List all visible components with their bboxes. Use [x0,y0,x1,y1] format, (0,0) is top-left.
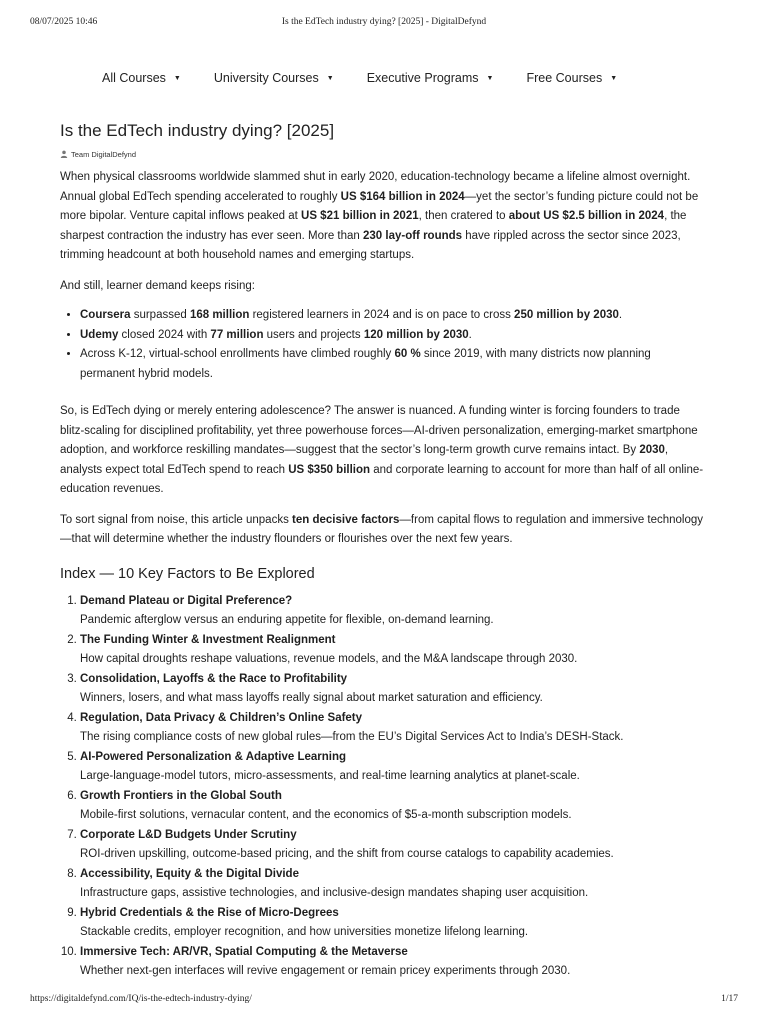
index-item-title[interactable]: 8. Accessibility, Equity & the Digital Divide [80,867,299,880]
index-item-desc: Infrastructure gaps, assistive technologies, and inclusive-design mandates shaping user acquisition. [80,887,589,899]
bold-text: about US $2.5 billion in 2024 [508,210,665,222]
index-item-title[interactable]: 10. Immersive Tech: AR/VR, Spatial Computing & the Metaverse [80,945,408,958]
list-item [80,345,706,384]
text: since 2019, with many districts now planning permanent hybrid models. [80,348,651,380]
text: and corporate learning to account for more than half of all online-education revenues. [60,463,704,495]
bold-text: ten decisive factors [292,513,400,526]
print-page-number: 1/17 [721,994,738,1004]
bold-text: 2030 [639,444,665,456]
bold-text: Udemy [80,328,119,341]
print-url: https://digitaldefynd.com/IQ/is-the-edtech-industry-dying/ [30,994,252,1004]
nav-label: University Courses [213,71,319,85]
index-item-desc: Winners, losers, and what mass layoffs really signal about market saturation and efficiency. [80,692,543,704]
nav-label: All Courses [102,71,166,85]
demand-list [60,306,706,384]
bold-text: 120 million by 2030 [363,328,469,341]
caret-down-icon: ▼ [173,74,181,82]
text: When physical classrooms worldwide slammed shut in early 2020, education-technology became a lifeline almost overnight. Annual global EdTech spending accelerated to roughly [60,171,691,203]
index-item [80,631,706,670]
index-item [80,709,706,748]
article-title: Is the EdTech industry dying? [2025] [60,121,335,140]
text: surpassed [130,309,190,321]
bold-text: US $164 billion in 2024 [340,190,465,203]
caret-down-icon: ▼ [610,74,618,82]
index-item-desc: Mobile-first solutions, vernacular content, and the economics of $5-a-month subscription models. [80,809,572,821]
bold-text: 77 million [210,328,264,341]
bold-text: 230 lay-off rounds [363,229,463,242]
nav-label: Free Courses [526,71,603,85]
main-nav [102,68,650,88]
index-item-desc: ROI-driven upskilling, outcome-based pricing, and the shift from course catalogs to capability academies. [80,848,614,860]
index-item [80,826,706,865]
index-item-desc: Pandemic afterglow versus an enduring appetite for flexible, on-demand learning. [80,614,494,626]
caret-down-icon: ▼ [326,74,334,82]
index-item [80,592,706,631]
nav-free-courses[interactable] [526,71,617,85]
print-footer [30,994,738,1008]
text: —from capital flows to regulation and immersive technology—that will determine whether the industry flounders or flourishes over the next few years. [60,513,704,545]
sort-paragraph [60,511,706,550]
author-byline [60,148,706,160]
text: So, is EdTech dying or merely entering adolescence? The answer is nuanced. A funding winter is forcing founders to trade blitz-scaling for disciplined profitability, yet three powerhouse forces—AI-driven personalization, emerging-market smartphone adoption, and workforce reskilling mandates—suggest that the sector’s long-term growth curve remains intact. By [60,405,698,456]
nav-label: Executive Programs [366,71,479,85]
text: To sort signal from noise, this article unpacks [60,513,293,526]
index-item-desc: Whether next-gen interfaces will revive engagement or remain pricey experiments through 2030. [80,965,571,977]
index-item-title[interactable]: 1. Demand Plateau or Digital Preference? [80,594,293,607]
list-item [80,306,706,326]
bold-text: 168 million [189,309,250,321]
list-item [80,326,706,346]
text: registered learners in 2024 and is on pace to cross [249,309,515,321]
bold-text: US $21 billion in 2021 [301,210,419,222]
index-item-title[interactable]: 3. Consolidation, Layoffs & the Race to Profitability [80,672,348,685]
bold-text: 250 million by 2030 [514,309,619,321]
bold-text: 60 % [394,348,421,360]
text: , analysts expect total EdTech spend to reach [60,444,669,476]
index-item [80,904,706,943]
bold-text: US $350 billion [288,463,371,476]
text: have rippled across the sector since 2023, trimming headcount at both household names and emerging startups. [60,229,681,261]
nav-all-courses[interactable] [102,71,181,85]
nav-executive-programs[interactable] [367,71,494,85]
index-item [80,943,706,982]
index-list [60,592,706,982]
nuance-paragraph [60,402,706,500]
index-item [80,787,706,826]
demand-lead: And still, learner demand keeps rising: [60,279,255,292]
index-item-title[interactable]: 9. Hybrid Credentials & the Rise of Micro-Degrees [80,906,339,919]
print-datetime: 08/07/2025 10:46 [30,17,98,27]
text: closed 2024 with [118,328,211,341]
author-name[interactable]: Team DigitalDefynd [71,149,137,159]
intro-paragraph [60,168,706,266]
caret-down-icon: ▼ [486,74,494,82]
index-item-title[interactable]: 4. Regulation, Data Privacy & Children’s Online Safety [80,711,363,724]
article [60,120,706,982]
text: , then cratered to [418,210,509,222]
nav-university-courses[interactable] [214,71,334,85]
text: . [468,328,472,341]
text: , the sharpest contraction the industry has ever seen. More than [60,210,687,242]
text: —yet the sector’s funding picture could not be more bipolar. Venture capital inflows peaked at [60,190,699,222]
print-header [30,17,738,31]
bold-text: Coursera [80,309,131,321]
index-item-title[interactable]: 5. AI-Powered Personalization & Adaptive Learning [80,750,347,763]
index-item [80,748,706,787]
index-heading: Index — 10 Key Factors to Be Explored [60,565,315,582]
index-item-desc: The rising compliance costs of new global rules—from the EU’s Digital Services Act to India’s DESH-Stack. [80,731,624,743]
text: Across K-12, virtual-school enrollments have climbed roughly [80,348,395,360]
index-item-title[interactable]: 2. The Funding Winter & Investment Realignment [80,633,336,646]
index-item-title[interactable]: 7. Corporate L&D Budgets Under Scrutiny [80,828,297,841]
index-item [80,865,706,904]
text: users and projects [263,328,364,341]
index-item-title[interactable]: 6. Growth Frontiers in the Global South [80,789,282,802]
print-page-title: Is the EdTech industry dying? [2025] - DigitalDefynd [281,17,487,27]
index-item [80,670,706,709]
index-item-desc: How capital droughts reshape valuations, revenue models, and the M&A landscape through 2030. [80,653,578,665]
index-item-desc: Large-language-model tutors, micro-assessments, and real-time learning analytics at planet-scale. [80,770,580,782]
text: . [618,309,623,321]
person-icon [60,150,68,158]
index-item-desc: Stackable credits, employer recognition, and how universities monetize lifelong learning. [80,926,529,938]
